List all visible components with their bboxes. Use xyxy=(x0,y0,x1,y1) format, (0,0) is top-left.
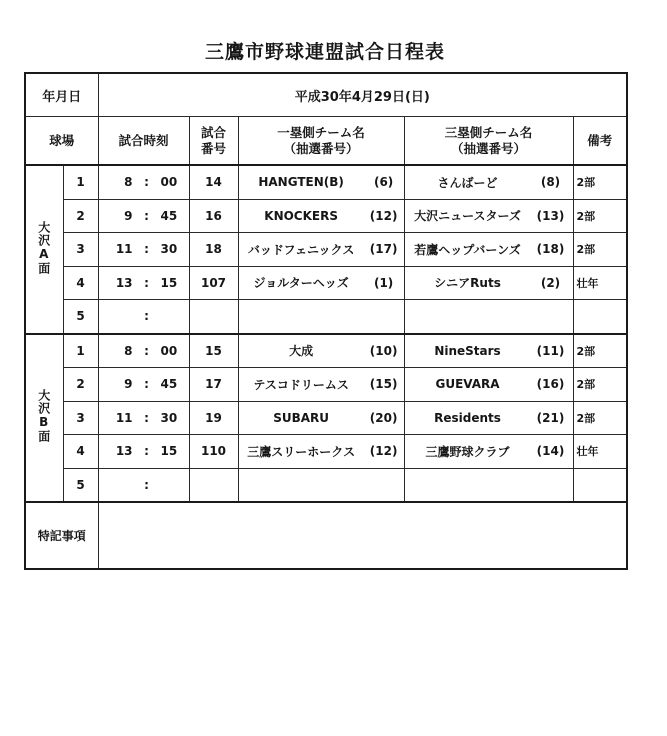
third-base-team xyxy=(405,443,573,460)
match-number: 18 xyxy=(189,233,238,267)
start-time-cell xyxy=(98,401,189,435)
time-hour: 8 xyxy=(124,343,133,358)
header-first-base-team xyxy=(238,117,404,166)
game-row xyxy=(25,199,627,233)
game-slot-number: 4 xyxy=(63,435,98,469)
third-base-draw-number: (8) xyxy=(540,175,561,190)
third-base-team xyxy=(405,274,573,291)
game-row xyxy=(25,266,627,300)
third-base-team-cell xyxy=(404,435,573,469)
first-base-team xyxy=(239,411,404,425)
first-base-team xyxy=(239,175,404,189)
first-base-team xyxy=(239,342,404,359)
header-field: 球場 xyxy=(25,117,98,166)
time-minute: 45 xyxy=(160,208,178,223)
first-base-team-name: 三鷹スリーホークス xyxy=(247,444,356,459)
third-base-team-cell xyxy=(404,468,573,502)
time-separator: : xyxy=(144,175,149,190)
match-number xyxy=(189,468,238,502)
first-base-draw-number: (6) xyxy=(373,175,394,190)
third-base-team-cell xyxy=(404,199,573,233)
game-row xyxy=(25,368,627,402)
header-match-number xyxy=(189,117,238,166)
start-time xyxy=(99,444,189,458)
game-row xyxy=(25,468,627,502)
game-slot-number: 1 xyxy=(63,334,98,368)
match-number: 19 xyxy=(189,401,238,435)
third-base-team-name: 若鷹ヘップバーンズ xyxy=(414,242,521,257)
first-base-team xyxy=(239,209,404,223)
start-time-cell xyxy=(98,165,189,199)
time-hour: 13 xyxy=(115,275,133,290)
third-base-team xyxy=(405,344,573,358)
time-minute: 15 xyxy=(160,444,178,459)
start-time-cell xyxy=(98,300,189,334)
first-base-team-cell xyxy=(238,233,404,267)
date-label: 年月日 xyxy=(25,73,98,117)
start-time xyxy=(99,344,189,358)
first-base-team-cell xyxy=(238,199,404,233)
time-hour: 8 xyxy=(124,175,133,190)
third-base-team-name: 大沢ニュースターズ xyxy=(414,209,521,224)
date-row xyxy=(25,73,627,117)
notes-row xyxy=(25,502,627,569)
date-value: 平成30年4月29日(日) xyxy=(98,73,627,117)
first-base-team-cell xyxy=(238,468,404,502)
header-remarks: 備考 xyxy=(573,117,627,166)
first-base-team-cell xyxy=(238,401,404,435)
game-row xyxy=(25,435,627,469)
start-time xyxy=(99,478,189,492)
schedule-table xyxy=(24,72,628,570)
first-base-team-cell xyxy=(238,435,404,469)
first-base-draw-number: (20) xyxy=(369,410,398,425)
first-base-team-name: SUBARU xyxy=(273,410,330,425)
time-hour: 9 xyxy=(124,377,133,392)
third-base-team xyxy=(405,377,573,391)
time-minute: 15 xyxy=(160,275,178,290)
start-time-cell xyxy=(98,233,189,267)
header-match-number-line2: 番号 xyxy=(201,140,227,156)
start-time xyxy=(99,175,189,189)
first-base-draw-number: (17) xyxy=(369,242,398,257)
game-slot-number: 2 xyxy=(63,368,98,402)
third-base-team-cell xyxy=(404,368,573,402)
third-base-draw-number: (11) xyxy=(536,343,565,358)
first-base-team-name: KNOCKERS xyxy=(264,208,338,223)
game-row xyxy=(25,401,627,435)
time-minute: 30 xyxy=(160,242,178,257)
first-base-team-cell xyxy=(238,334,404,368)
game-row xyxy=(25,334,627,368)
first-base-team-name: バッドフェニックス xyxy=(247,242,355,257)
notes-body xyxy=(98,502,627,569)
header-third-base-team xyxy=(404,117,573,166)
document-title: 三鷹市野球連盟試合日程表 xyxy=(204,41,445,63)
remarks: 2部 xyxy=(573,401,627,435)
header-third-base-line1: 三塁側チーム名 xyxy=(444,124,533,140)
third-base-team-cell xyxy=(404,165,573,199)
game-row xyxy=(25,165,627,199)
third-base-team-name: GUEVARA xyxy=(435,377,500,392)
header-first-base-line1: 一塁側チーム名 xyxy=(277,124,365,140)
field-cell xyxy=(25,334,63,503)
third-base-team-name: NineStars xyxy=(434,343,501,358)
time-separator: : xyxy=(144,444,149,459)
third-base-team-name: 三鷹野球クラブ xyxy=(425,444,510,459)
header-row xyxy=(25,117,627,166)
remarks xyxy=(573,468,627,502)
first-base-draw-number: (15) xyxy=(369,377,398,392)
third-base-team-name: Residents xyxy=(434,410,501,425)
third-base-draw-number: (2) xyxy=(540,275,561,290)
third-base-draw-number: (18) xyxy=(536,242,565,257)
time-separator: : xyxy=(144,309,149,324)
third-base-team xyxy=(405,241,573,258)
start-time-cell xyxy=(98,199,189,233)
third-base-team-name: シニアRuts xyxy=(434,276,501,291)
start-time-cell xyxy=(98,266,189,300)
third-base-draw-number: (13) xyxy=(536,208,565,223)
time-separator: : xyxy=(144,242,149,257)
third-base-team xyxy=(405,174,573,191)
first-base-team xyxy=(239,376,404,393)
first-base-team-cell xyxy=(238,368,404,402)
start-time-cell xyxy=(98,468,189,502)
field-name: 大沢B面 xyxy=(36,389,51,444)
start-time xyxy=(99,377,189,391)
first-base-draw-number: (12) xyxy=(369,444,398,459)
remarks: 2部 xyxy=(573,368,627,402)
third-base-team-cell xyxy=(404,266,573,300)
match-number: 110 xyxy=(189,435,238,469)
first-base-team-name: HANGTEN(B) xyxy=(258,175,344,190)
first-base-team-name: ジョルターヘッズ xyxy=(253,276,349,291)
game-slot-number: 2 xyxy=(63,199,98,233)
match-number: 15 xyxy=(189,334,238,368)
start-time-cell xyxy=(98,435,189,469)
field-name: 大沢A面 xyxy=(36,220,51,275)
time-hour: 11 xyxy=(115,410,133,425)
start-time xyxy=(99,309,189,323)
first-base-team-name: 大成 xyxy=(289,344,314,359)
notes-label: 特記事項 xyxy=(25,502,98,569)
time-separator: : xyxy=(144,410,149,425)
start-time-cell xyxy=(98,334,189,368)
first-base-team xyxy=(239,274,404,291)
game-row xyxy=(25,233,627,267)
header-third-base-line2: （抽選番号） xyxy=(451,140,527,156)
first-base-team-cell xyxy=(238,266,404,300)
time-separator: : xyxy=(144,343,149,358)
first-base-draw-number: (1) xyxy=(373,275,394,290)
time-separator: : xyxy=(144,377,149,392)
game-slot-number: 3 xyxy=(63,401,98,435)
remarks: 2部 xyxy=(573,233,627,267)
match-number: 14 xyxy=(189,165,238,199)
header-start-time: 試合時刻 xyxy=(98,117,189,166)
game-slot-number: 5 xyxy=(63,300,98,334)
start-time xyxy=(99,242,189,256)
header-match-number-line1: 試合 xyxy=(201,124,227,140)
game-slot-number: 5 xyxy=(63,468,98,502)
time-separator: : xyxy=(144,208,149,223)
first-base-draw-number: (12) xyxy=(369,208,398,223)
third-base-draw-number: (14) xyxy=(536,444,565,459)
time-separator: : xyxy=(144,275,149,290)
game-row xyxy=(25,300,627,334)
third-base-team xyxy=(405,411,573,425)
time-minute: 00 xyxy=(160,343,178,358)
game-slot-number: 4 xyxy=(63,266,98,300)
match-number: 17 xyxy=(189,368,238,402)
start-time-cell xyxy=(98,368,189,402)
remarks: 2部 xyxy=(573,165,627,199)
time-hour: 13 xyxy=(115,444,133,459)
field-cell xyxy=(25,165,63,334)
third-base-draw-number: (21) xyxy=(536,410,565,425)
start-time xyxy=(99,276,189,290)
first-base-draw-number: (10) xyxy=(369,343,398,358)
first-base-team xyxy=(239,241,404,258)
start-time xyxy=(99,209,189,223)
time-minute: 45 xyxy=(160,377,178,392)
remarks xyxy=(573,300,627,334)
time-hour: 9 xyxy=(124,208,133,223)
time-minute: 30 xyxy=(160,410,178,425)
match-number xyxy=(189,300,238,334)
third-base-team-cell xyxy=(404,300,573,334)
game-slot-number: 3 xyxy=(63,233,98,267)
first-base-team-name: テスコドリームス xyxy=(253,377,349,392)
match-number: 107 xyxy=(189,266,238,300)
remarks: 壮年 xyxy=(573,435,627,469)
game-slot-number: 1 xyxy=(63,165,98,199)
third-base-team xyxy=(405,207,573,224)
first-base-team-cell xyxy=(238,165,404,199)
remarks: 2部 xyxy=(573,334,627,368)
start-time xyxy=(99,411,189,425)
time-minute: 00 xyxy=(160,175,178,190)
time-separator: : xyxy=(144,477,149,492)
first-base-team xyxy=(239,443,404,460)
third-base-draw-number: (16) xyxy=(536,377,565,392)
third-base-team-name: さんばーど xyxy=(437,175,498,190)
third-base-team-cell xyxy=(404,233,573,267)
time-hour: 11 xyxy=(115,242,133,257)
match-number: 16 xyxy=(189,199,238,233)
header-first-base-line2: （抽選番号） xyxy=(283,140,359,156)
third-base-team-cell xyxy=(404,401,573,435)
third-base-team-cell xyxy=(404,334,573,368)
remarks: 2部 xyxy=(573,199,627,233)
first-base-team-cell xyxy=(238,300,404,334)
remarks: 壮年 xyxy=(573,266,627,300)
